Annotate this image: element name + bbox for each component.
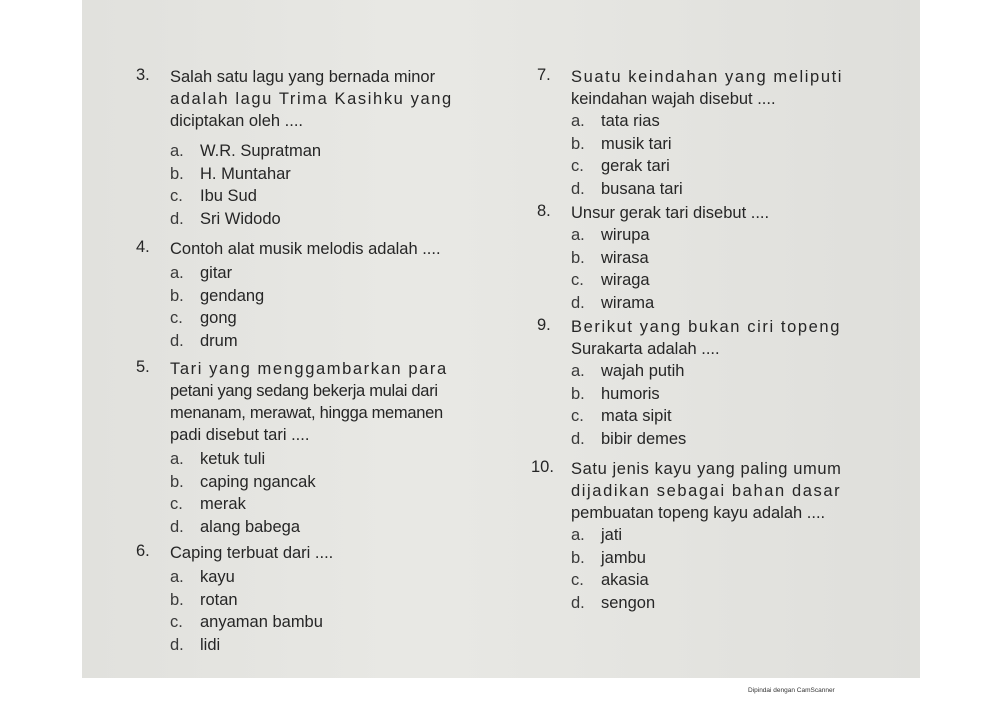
options xyxy=(571,110,899,200)
option-c: c. mata sipit xyxy=(571,407,672,425)
question-text: Contoh alat musik melodis adalah .... xyxy=(170,240,441,258)
option-b: b. gendang xyxy=(170,286,265,305)
scanner-footer: Dipindai dengan CamScanner xyxy=(748,687,835,694)
question-text: Suatu keindahan yang meliputi keindahan wajah disebut .... xyxy=(571,68,844,108)
options xyxy=(170,140,503,230)
option-a: a. kayu xyxy=(170,568,235,586)
question-number: 4. xyxy=(136,238,150,256)
question-number: 10. xyxy=(531,458,554,476)
option-c: c. anyaman bambu xyxy=(170,613,323,631)
option-a: a. gitar xyxy=(170,264,233,282)
option-d: d. sengon xyxy=(571,593,656,612)
option-a: a. jati xyxy=(571,526,623,544)
option-d: d. busana tari xyxy=(571,179,683,198)
option-d: d. lidi xyxy=(170,635,221,654)
options xyxy=(571,524,899,614)
question-text: Berikut yang bukan ciri topeng Surakarta adalah .... xyxy=(571,318,841,358)
options xyxy=(170,262,503,352)
option-b: b. musik tari xyxy=(571,134,672,153)
question-5 xyxy=(138,358,503,538)
question-6 xyxy=(138,542,503,656)
question-number: 7. xyxy=(537,66,551,84)
option-c: c. gong xyxy=(170,309,237,327)
question-text: Caping terbuat dari .... xyxy=(170,544,334,562)
question-3 xyxy=(138,66,503,230)
question-4 xyxy=(138,238,503,352)
question-7 xyxy=(539,66,899,200)
option-c: c. wiraga xyxy=(571,271,650,289)
question-10 xyxy=(531,458,899,614)
option-b: b. H. Muntahar xyxy=(170,164,291,183)
question-number: 5. xyxy=(136,358,150,376)
question-number: 9. xyxy=(537,316,551,334)
option-c: c. gerak tari xyxy=(571,157,670,175)
option-b: b. caping ngancak xyxy=(170,472,316,491)
option-c: c. akasia xyxy=(571,571,649,589)
option-d: d. drum xyxy=(170,331,238,350)
question-text: Unsur gerak tari disebut .... xyxy=(571,204,770,222)
question-text: Satu jenis kayu yang paling umum dijadikan sebagai bahan dasar pembuatan topeng kayu adalah .... xyxy=(571,460,842,522)
question-9 xyxy=(539,316,899,450)
question-text: Salah satu lagu yang bernada minor adalah lagu Trima Kasihku yang diciptakan oleh .... xyxy=(170,68,453,130)
option-d: d. wirama xyxy=(571,293,655,312)
option-d: d. bibir demes xyxy=(571,429,687,448)
option-a: a. wirupa xyxy=(571,226,650,244)
options xyxy=(571,360,899,450)
question-number: 3. xyxy=(136,66,150,84)
left-column xyxy=(138,66,503,656)
question-number: 6. xyxy=(136,542,150,560)
options xyxy=(170,448,503,538)
option-b: b. jambu xyxy=(571,548,646,567)
option-c: c. Ibu Sud xyxy=(170,187,257,205)
question-8 xyxy=(539,202,899,314)
option-a: a. wajah putih xyxy=(571,362,685,380)
option-a: a. tata rias xyxy=(571,112,660,130)
option-d: d. alang babega xyxy=(170,517,301,536)
option-a: a. ketuk tuli xyxy=(170,450,266,468)
options xyxy=(571,224,899,314)
option-c: c. merak xyxy=(170,495,246,513)
option-b: b. humoris xyxy=(571,384,660,403)
right-column xyxy=(531,66,899,614)
option-d: d. Sri Widodo xyxy=(170,209,281,228)
options xyxy=(170,566,503,656)
option-b: b. wirasa xyxy=(571,248,649,267)
question-number: 8. xyxy=(537,202,551,220)
option-a: a. W.R. Supratman xyxy=(170,142,322,160)
question-text: Tari yang menggambarkan para petani yang sedang bekerja mulai dari menanam, merawat, hingga memanen padi disebut tari .... xyxy=(170,360,448,444)
option-b: b. rotan xyxy=(170,590,238,609)
